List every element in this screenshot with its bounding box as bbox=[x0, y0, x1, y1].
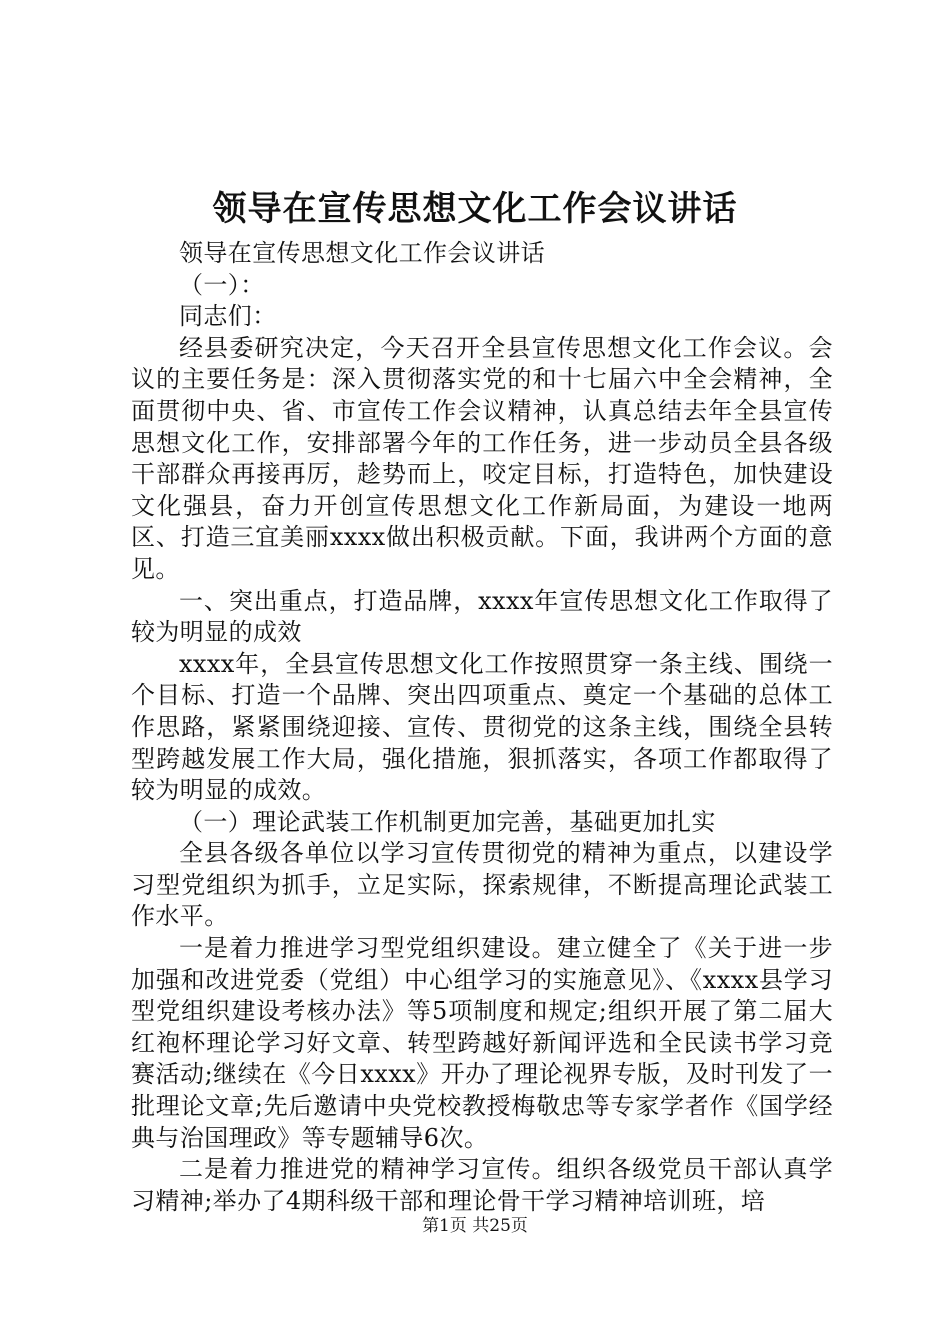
paragraph-section-marker: （一）： bbox=[179, 270, 265, 299]
paragraph-theory: 全县各级各单位以学习宣传贯彻党的精神为重点，以建设学习型党组织为抓手，立足实际，探索规律，不断提高理论武装工作水平。 bbox=[131, 839, 833, 931]
paragraph-subtitle: 领导在宣传思想文化工作会议讲话 bbox=[179, 239, 545, 267]
paragraph-point-2: 二是着力推进党的精神学习宣传。组织各级党员干部认真学习精神;举办了4期科级干部和理论骨干学习精神培训班，培 bbox=[131, 1155, 833, 1215]
paragraph-heading-1: 一、突出重点，打造品牌，xxxx年宣传思想文化工作取得了较为明显的成效 bbox=[131, 586, 833, 647]
paragraph-summary: xxxx年，全县宣传思想文化工作按照贯穿一条主线、围绕一个目标、打造一个品牌、突出四项重点、奠定一个基础的总体工作思路，紧紧围绕迎接、宣传、贯彻党的这条主线，围绕全县转型跨越发展工作大局，强化措施，狠抓落实，各项工作都取得了较为明显的成效。 bbox=[131, 649, 833, 805]
paragraph-subheading-1: （一）理论武装工作机制更加完善，基础更加扎实 bbox=[179, 807, 716, 836]
paragraph-salutation: 同志们： bbox=[179, 302, 277, 331]
paragraph-intro: 经县委研究决定，今天召开全县宣传思想文化工作会议。会议的主要任务是：深入贯彻落实党的和十七届六中全会精神，全面贯彻中央、省、市宣传工作会议精神，认真总结去年全县宣传思想文化工作，安排部署今年的工作任务，进一步动员全县各级干部群众再接再厉，趁势而上，咬定目标，打造特色，加快建设文化强县，奋力开创宣传思想文化工作新局面，为建设一地两区、打造三宜美丽xxxx做出积极贡献。下面，我讲两个方面的意见。 bbox=[131, 333, 833, 583]
page-number-footer: 第1页 共25页 bbox=[422, 1216, 528, 1236]
document-body bbox=[131, 238, 833, 1217]
paragraph-point-1: 一是着力推进学习型党组织建设。建立健全了《关于进一步加强和改进党委（党组）中心组学习的实施意见》、《xxxx县学习型党组织建设考核办法》等5项制度和规定;组织开展了第二届大红袍杯理论学习好文章、转型跨越好新闻评选和全民读书学习竞赛活动;继续在《今日xxxx》开办了理论视界专版，及时刊发了一批理论文章;先后邀请中央党校教授梅敬忠等专家学者作《国学经典与治国理政》等专题辅导6次。 bbox=[131, 934, 833, 1152]
document-title: 领导在宣传思想文化工作会议讲话 bbox=[212, 189, 738, 229]
